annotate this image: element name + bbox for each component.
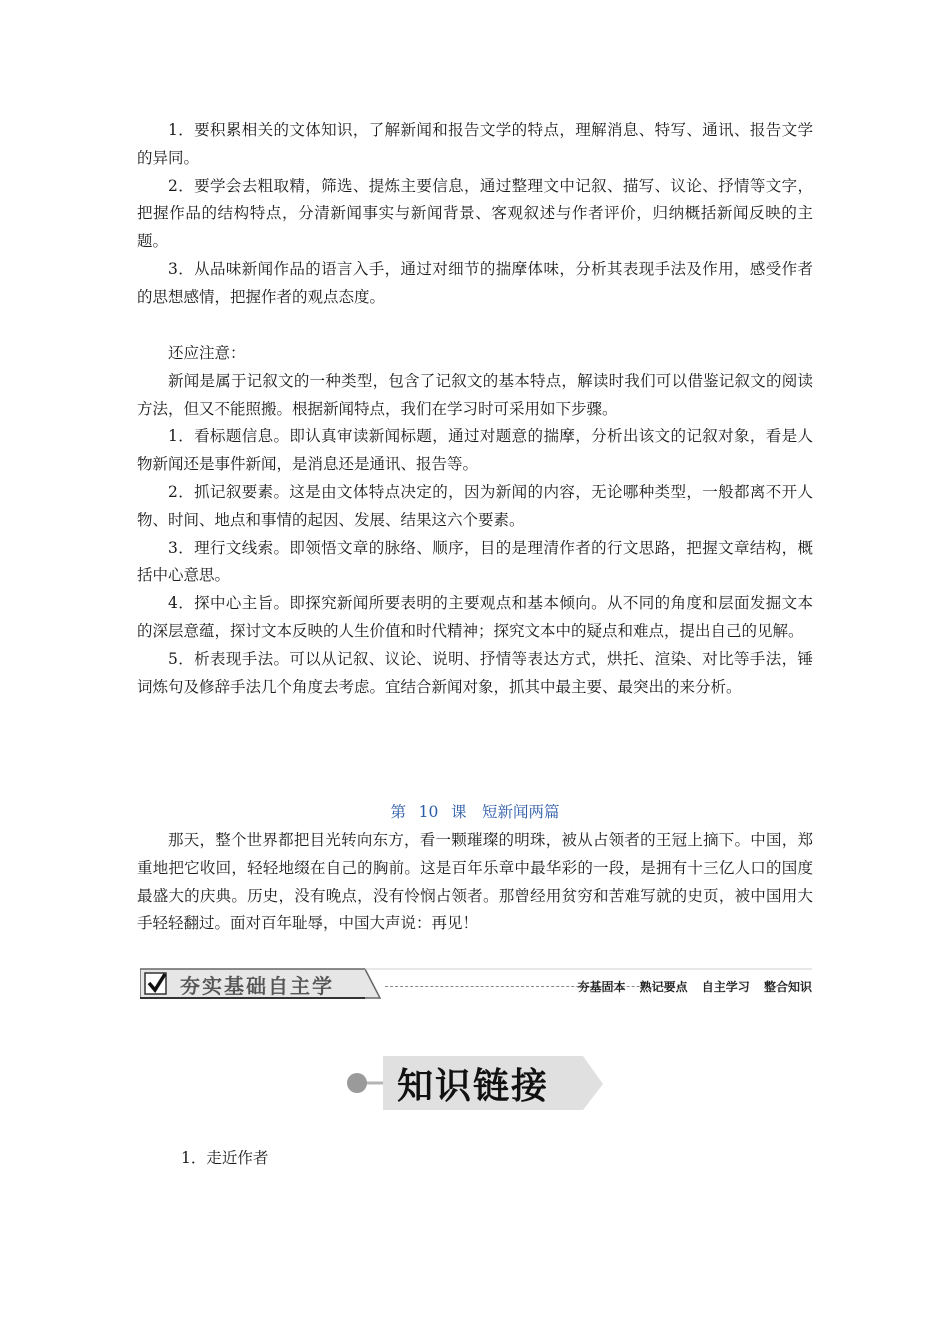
goal-paragraph: 2．要学会去粗取精，筛选、提炼主要信息，通过整理文中记叙、描写、议论、抒情等文字，把握作品的结构特点，分清新闻事实与新闻背景、客观叙述与作者评价，归纳概括新闻反映的主题。: [137, 176, 813, 251]
lesson-title: 第 10 课 短新闻两篇: [390, 803, 560, 821]
notes-heading: 还应注意：: [168, 344, 246, 362]
goal-paragraph: 3．从品味新闻作品的语言入手，通过对细节的揣摩体味，分析其表现手法及作用，感受作者的思想感情，把握作者的观点态度。: [137, 259, 813, 306]
section-bar-tags: 夯基固本 熟记要点 自主学习 整合知识: [577, 980, 812, 994]
notes-step: 2．抓记叙要素。这是由文体特点决定的，因为新闻的内容，无论哪种类型，一般都离不开人物、时间、地点和事情的起因、发展、结果这六个要素。: [137, 482, 813, 529]
notes-step: 5．析表现手法。可以从记叙、议论、说明、抒情等表达方式，烘托、渲染、对比等手法，锤词炼句及修辞手法几个角度去考虑。宜结合新闻对象，抓其中最主要、最突出的来分析。: [137, 649, 813, 696]
knowledge-banner: [345, 1050, 605, 1112]
notes-intro: 新闻是属于记叙文的一种类型，包含了记叙文的基本特点，解读时我们可以借鉴记叙文的阅读方法，但又不能照搬。根据新闻特点，我们在学习时可采用如下步骤。: [137, 371, 813, 418]
notes-step: 4．探中心主旨。即探究新闻所要表明的主要观点和基本倾向。从不同的角度和层面发掘文本的深层意蕴，探讨文本反映的人生价值和时代精神；探究文本中的疑点和难点，提出自己的见解。: [137, 594, 813, 640]
notes-step: 3．理行文线索。即领悟文章的脉络、顺序，目的是理清作者的行文思路，把握文章结构，概括中心意思。: [137, 538, 813, 585]
section-bar-title: 夯实基础自主学: [180, 974, 334, 998]
lesson-lead: [137, 827, 813, 938]
goal-paragraph: 1．要积累相关的文体知识，了解新闻和报告文学的特点，理解消息、特写、通讯、报告文学的异同。: [137, 121, 813, 167]
check-icon: [145, 973, 166, 994]
banner-title: 知识链接: [397, 1066, 550, 1107]
lead-paragraph: 那天，整个世界都把目光转向东方，看一颗璀璨的明珠，被从占领者的王冠上摘下。中国，郑重地把它收回，轻轻地缀在自己的胸前。这是百年乐章中最华彩的一段，是拥有十三亿人口的国度最盛大的庆典。历史，没有晚点，没有怜悯占领者。那曾经用贫穷和苦难写就的史页，被中国用大手轻轻翻过。面对百年耻辱，中国大声说：再见！: [137, 831, 813, 933]
intro-item: 1．走近作者: [181, 1149, 269, 1167]
notes-step: 1．看标题信息。即认真审读新闻标题，通过对题意的揣摩，分析出该文的记叙对象，看是人物新闻还是事件新闻，是消息还是通讯、报告等。: [137, 427, 813, 474]
reading-notes: [137, 340, 813, 701]
bullet-circle-icon: [347, 1073, 367, 1093]
learning-goals: [137, 117, 813, 312]
section-bar: [140, 967, 812, 1000]
